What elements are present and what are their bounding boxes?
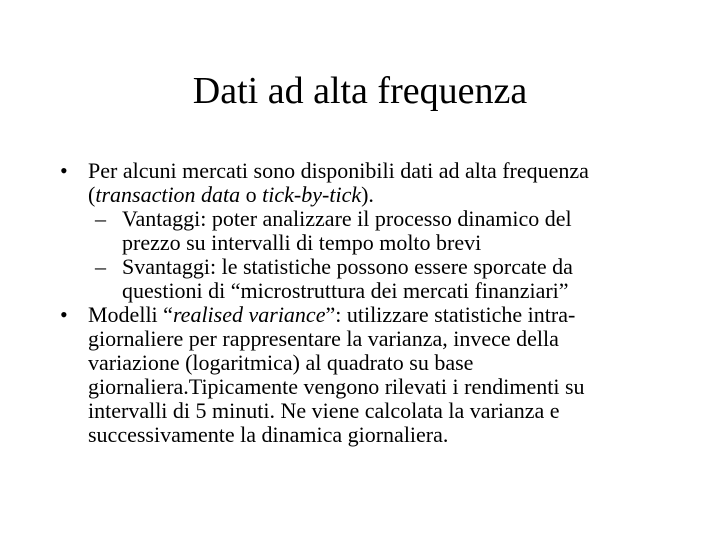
text-span: o bbox=[240, 182, 263, 207]
slide-title: Dati ad alta frequenza bbox=[192, 70, 528, 112]
italic-term: tick-by-tick bbox=[262, 182, 362, 207]
text-span: ( bbox=[88, 182, 96, 207]
text-line: intervalli di 5 minuti. Ne viene calcolata la varianza e bbox=[88, 398, 560, 423]
sub-bullet-item bbox=[60, 207, 670, 255]
text-span: ”: utilizzare statistiche intra- bbox=[325, 302, 576, 327]
dash-icon: – bbox=[95, 206, 106, 231]
bullet-item bbox=[60, 303, 670, 447]
text-span: ). bbox=[361, 182, 374, 207]
text-line: giornaliera.Tipicamente vengono rilevati i rendimenti su bbox=[88, 374, 585, 399]
text-line bbox=[88, 183, 670, 207]
bullet-item bbox=[60, 159, 670, 303]
text-line: giornaliere per rappresentare la varianza, invece della bbox=[88, 326, 559, 351]
text-line: Per alcuni mercati sono disponibili dati ad alta frequenza bbox=[88, 158, 589, 183]
text-line: Svantaggi: le statistiche possono essere sporcate da bbox=[122, 254, 573, 279]
text-line: successivamente la dinamica giornaliera. bbox=[88, 422, 449, 447]
text-line: questioni di “microstruttura dei mercati finanziari” bbox=[122, 278, 569, 303]
text-span: Modelli “ bbox=[88, 302, 173, 327]
text-line: variazione (logaritmica) al quadrato su base bbox=[88, 350, 474, 375]
dash-icon: – bbox=[95, 254, 106, 279]
text-line bbox=[88, 303, 670, 327]
bullet-icon: • bbox=[60, 158, 68, 183]
bullet-icon: • bbox=[60, 302, 68, 327]
sub-bullet-item bbox=[60, 255, 670, 303]
text-line: Vantaggi: poter analizzare il processo dinamico del bbox=[122, 206, 572, 231]
italic-term: realised variance bbox=[172, 302, 326, 327]
slide-body bbox=[60, 159, 670, 447]
italic-term: transaction data bbox=[95, 182, 241, 207]
text-line: prezzo su intervalli di tempo molto brevi bbox=[122, 230, 482, 255]
